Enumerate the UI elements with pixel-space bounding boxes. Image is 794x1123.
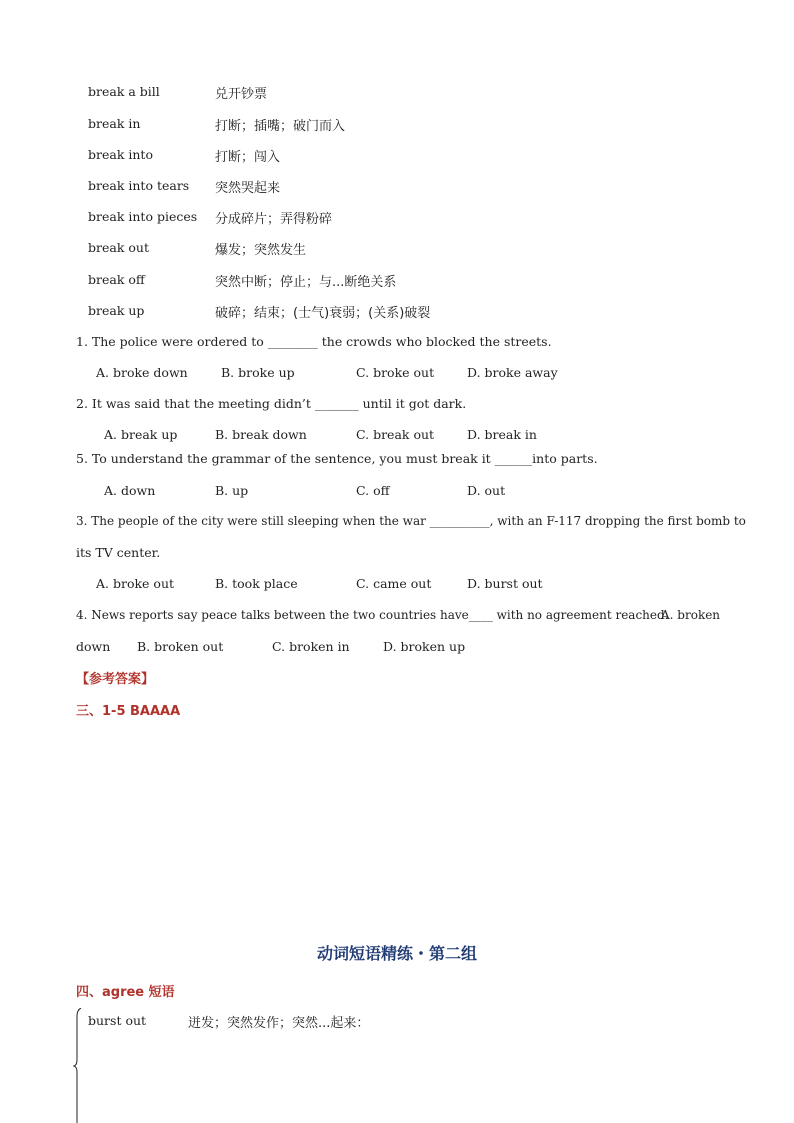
phrase-term: break off [88,272,145,287]
phrase-def: 爆发；突然发生 [215,243,307,258]
phrase-term: break up [88,303,145,318]
q2-option-a: A. break up [104,427,178,442]
q1-option-c: C. broke out [356,365,435,380]
q3-option-b: B. took place [215,576,298,591]
q4-option-a-cont: down [76,639,111,654]
phrase-term: break out [88,240,149,255]
q4-option-b: B. broken out [137,639,224,654]
question-4-line1: 4. News reports say peace talks between the two countries have____ with no agreement reached. [76,608,669,622]
phrase-term: break in [88,116,141,131]
phrase-def: 突然中断；停止；与...断绝关系 [215,275,397,290]
q3-option-a: A. broke out [96,576,175,591]
q4-option-c: C. broken in [272,639,350,654]
q2-option-c: C. break out [356,427,435,442]
q5-option-a: A. down [104,483,156,498]
question-3-line1: 3. The people of the city were still sleeping when the war __________, with an F-117 dropping the first bomb to [76,514,746,528]
q2-option-d: D. break in [467,427,537,442]
q2-option-b: B. break down [215,427,307,442]
phrase-def: 突然哭起来 [215,181,281,196]
answer-header: 【参考答案】 [76,672,155,687]
phrase-def: 兑开钞票 [215,87,268,102]
phrase-def: 破碎；结束；(士气)衰弱；(关系)破裂 [215,306,431,321]
section-4-term: burst out [88,1013,147,1028]
phrase-def: 打断；闯入 [215,150,281,165]
section-4-def: 迸发；突然发作；突然...起来： [188,1016,370,1031]
question-3-line2: its TV center. [76,545,161,560]
q5-option-d: D. out [467,483,506,498]
phrase-term: break into tears [88,178,190,193]
q1-option-b: B. broke up [221,365,295,380]
question-1: 1. The police were ordered to ________ the crowds who blocked the streets. [76,334,552,349]
q5-option-c: C. off [356,483,390,498]
section-title: 动词短语精练・第二组 [316,944,477,963]
q4-option-a: A. broken [661,608,721,622]
brace-icon [73,1008,83,1123]
q5-option-b: B. up [215,483,249,498]
question-2: 2. It was said that the meeting didn’t _______ until it got dark. [76,396,467,411]
phrase-def: 打断；插嘴；破门而入 [215,119,346,134]
q1-option-a: A. broke down [96,365,188,380]
q4-option-d: D. broken up [383,639,466,654]
question-5: 5. To understand the grammar of the sentence, you must break it ______into parts. [76,451,598,466]
phrase-term: break into pieces [88,209,198,224]
q3-option-c: C. came out [356,576,432,591]
q1-option-d: D. broke away [467,365,558,380]
section-4-header: 四、agree 短语 [76,985,175,1000]
phrase-term: break a bill [88,84,160,99]
answer-line: 三、1-5 BAAAA [76,704,181,719]
phrase-term: break into [88,147,153,162]
phrase-def: 分成碎片；弄得粉碎 [215,212,333,227]
q3-option-d: D. burst out [467,576,543,591]
